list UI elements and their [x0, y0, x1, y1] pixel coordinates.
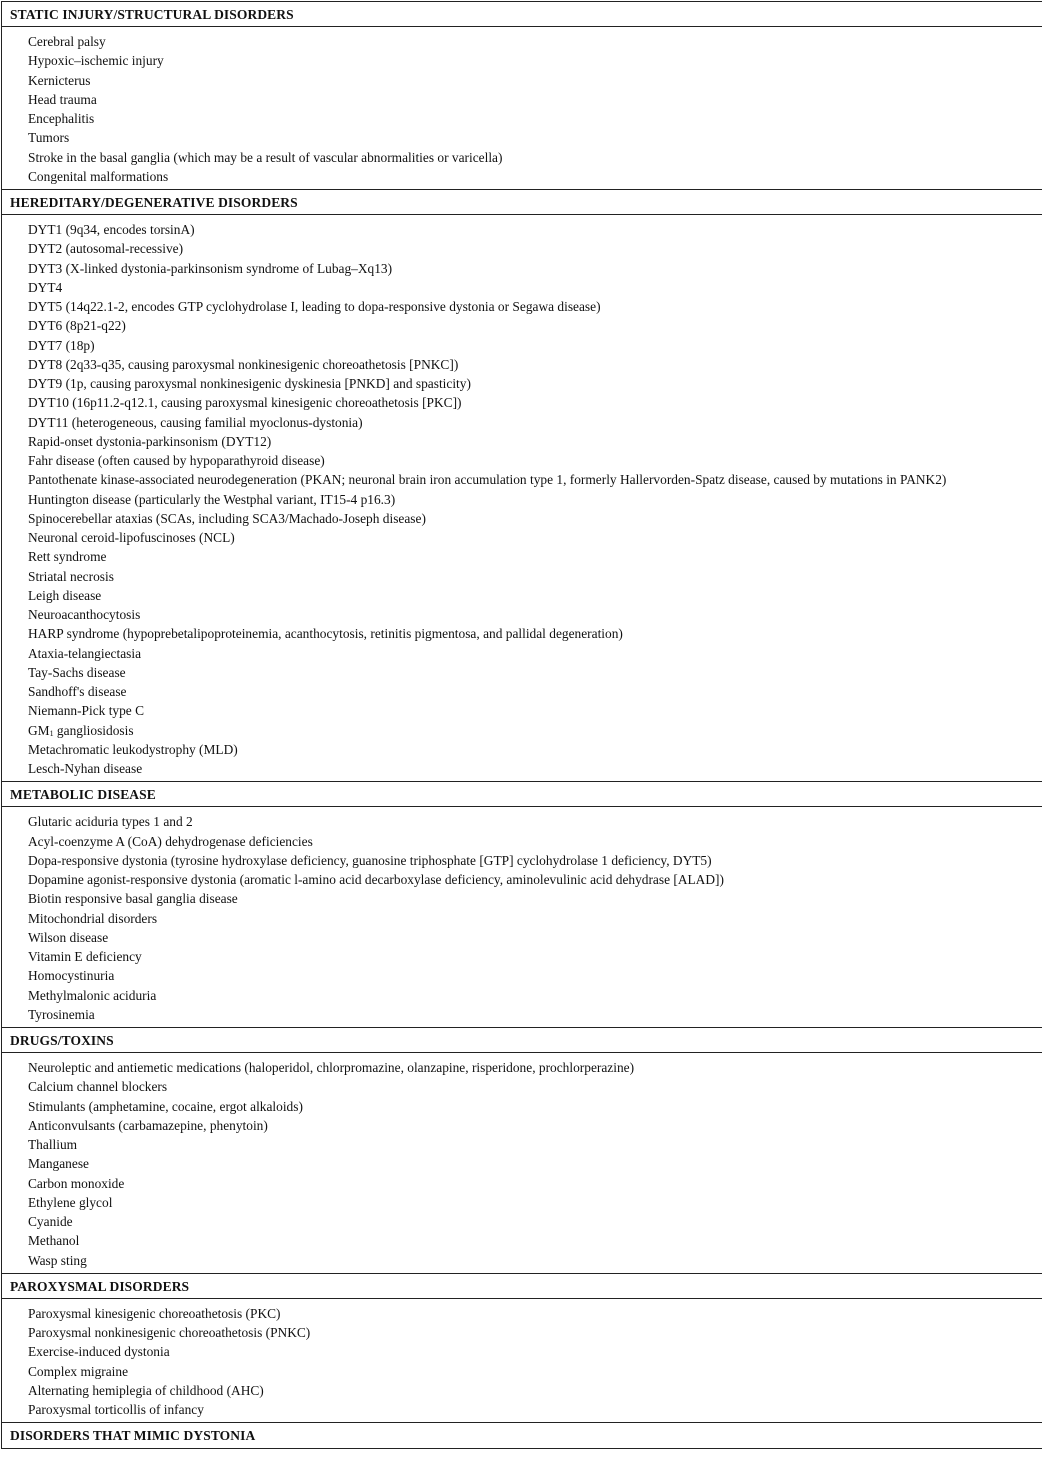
list-item: Tumors — [28, 130, 70, 146]
section-header: HEREDITARY/DEGENERATIVE DISORDERS — [2, 189, 1042, 215]
list-item: Leigh disease — [28, 587, 102, 603]
section-header: STATIC INJURY/STRUCTURAL DISORDERS — [2, 1, 1042, 27]
list-item: HARP syndrome (hypoprebetalipoproteinemia, acanthocytosis, retinitis pigmentosa, and pallidal degeneration) — [28, 626, 623, 642]
section-header: PAROXYSMAL DISORDERS — [2, 1273, 1042, 1299]
list-item: Manganese — [28, 1156, 89, 1172]
list-item: Sandhoff's disease — [28, 684, 127, 699]
list-item: DYT3 (X-linked dystonia-parkinsonism syndrome of Lubag–Xq13) — [28, 260, 393, 276]
list-item: Fahr disease (often caused by hypoparathyroid disease) — [28, 453, 325, 468]
list-item: DYT7 (18p) — [28, 337, 95, 353]
section-list — [2, 215, 1042, 781]
list-item: DYT11 (heterogeneous, causing familial myoclonus-dystonia) — [28, 414, 363, 430]
list-item: Thallium — [28, 1137, 78, 1152]
list-item: Alternating hemiplegia of childhood (AHC) — [28, 1382, 264, 1398]
list-item: Ataxia-telangiectasia — [28, 645, 142, 661]
list-item: DYT4 — [28, 279, 63, 295]
list-item: Encephalitis — [28, 111, 95, 126]
list-item: Neuronal ceroid-lipofuscinoses (NCL) — [28, 530, 235, 545]
list-item: Niemann-Pick type C — [28, 703, 145, 719]
section-header: DISORDERS THAT MIMIC DYSTONIA — [2, 1422, 1042, 1449]
list-item: DYT5 (14q22.1-2, encodes GTP cyclohydrolase I, leading to dopa-responsive dystonia or Segawa disease) — [28, 299, 601, 314]
list-item: Neuroleptic and antiemetic medications (haloperidol, chlorpromazine, olanzapine, risperidone, prochlorperazine) — [28, 1060, 635, 1075]
list-item: Metachromatic leukodystrophy (MLD) — [28, 741, 238, 757]
list-item: Carbon monoxide — [28, 1175, 125, 1191]
list-item: Complex migraine — [28, 1363, 129, 1379]
list-item: Methanol — [28, 1233, 80, 1249]
list-item: DYT8 (2q33-q35, causing paroxysmal nonkinesigenic choreoathetosis [PNKC]) — [28, 356, 459, 372]
list-item: DYT1 (9q34, encodes torsinA) — [28, 222, 195, 237]
list-item: Biotin responsive basal ganglia disease — [28, 891, 238, 907]
section-header: DRUGS/TOXINS — [2, 1027, 1042, 1053]
list-item: Lesch-Nyhan disease — [28, 761, 143, 776]
list-item: Kernicterus — [28, 72, 91, 88]
list-item: Striatal necrosis — [28, 568, 114, 584]
list-item: Cyanide — [28, 1214, 73, 1229]
list-item: Ethylene glycol — [28, 1194, 113, 1210]
list-item: Rapid-onset dystonia-parkinsonism (DYT12) — [28, 433, 272, 449]
list-item: Dopa-responsive dystonia (tyrosine hydroxylase deficiency, guanosine triphosphate [GTP] cyclohydrolase 1 deficiency, DYT5) — [28, 852, 712, 868]
list-item: Anticonvulsants (carbamazepine, phenytoin) — [28, 1117, 268, 1133]
section-header: METABOLIC DISEASE — [2, 781, 1042, 807]
list-item: Neuroacanthocytosis — [28, 607, 141, 622]
list-item: Pantothenate kinase-associated neurodegeneration (PKAN; neuronal brain iron accumulation type 1, formerly Hallervorden-Spatz disease, caused by mutations in PANK2) — [28, 472, 947, 488]
list-item: Cerebral palsy — [28, 34, 106, 49]
list-item: Huntington disease (particularly the Westphal variant, IT15-4 p16.3) — [28, 491, 396, 507]
section-list — [2, 807, 1042, 1027]
list-item: Congenital malformations — [28, 168, 169, 184]
list-item: Mitochondrial disorders — [28, 910, 158, 926]
list-item: DYT2 (autosomal-recessive) — [28, 241, 184, 257]
list-item: Wasp sting — [28, 1252, 87, 1268]
list-item: DYT9 (1p, causing paroxysmal nonkinesigenic dyskinesia [PNKD] and spasticity) — [28, 376, 471, 391]
section-list — [2, 1299, 1042, 1423]
list-item: Wilson disease — [28, 929, 109, 945]
list-item: $GM_1$ gangliosidosis — [28, 722, 134, 738]
list-item: DYT6 (8p21-q22) — [28, 318, 126, 334]
list-item: Methylmalonic aciduria — [28, 987, 157, 1003]
list-item: Calcium channel blockers — [28, 1079, 168, 1095]
list-item: Head trauma — [28, 91, 97, 107]
list-item: Hypoxic–ischemic injury — [28, 53, 164, 69]
list-item: Homocystinuria — [28, 968, 115, 984]
list-item: Rett syndrome — [28, 549, 107, 565]
list-item: DYT10 (16p11.2-q12.1, causing paroxysmal kinesigenic choreoathetosis [PKC]) — [28, 395, 462, 411]
list-item: Acyl-coenzyme A (CoA) dehydrogenase deficiencies — [28, 833, 313, 849]
list-item: Stimulants (amphetamine, cocaine, ergot alkaloids) — [28, 1098, 303, 1114]
list-item: Tyrosinemia — [28, 1006, 95, 1022]
disorders-table — [1, 1, 1042, 1449]
section-list — [2, 27, 1042, 189]
list-item: Exercise-induced dystonia — [28, 1344, 170, 1360]
section-list — [2, 1053, 1042, 1273]
list-item: Spinocerebellar ataxias (SCAs, including SCA3/Machado-Joseph disease) — [28, 510, 426, 526]
list-item: Tay-Sachs disease — [28, 664, 126, 680]
list-item: Vitamin E deficiency — [28, 949, 142, 964]
list-item: Paroxysmal torticollis of infancy — [28, 1402, 204, 1417]
list-item: Paroxysmal nonkinesigenic choreoathetosis (PNKC) — [28, 1325, 311, 1340]
list-item: Stroke in the basal ganglia (which may be a result of vascular abnormalities or varicella) — [28, 149, 503, 165]
list-item: Glutaric aciduria types 1 and 2 — [28, 814, 193, 830]
list-item: Paroxysmal kinesigenic choreoathetosis (PKC) — [28, 1305, 281, 1321]
list-item: Dopamine agonist-responsive dystonia (aromatic l-amino acid decarboxylase deficiency, aminolevulinic acid dehydrase [ALAD]) — [28, 872, 724, 887]
